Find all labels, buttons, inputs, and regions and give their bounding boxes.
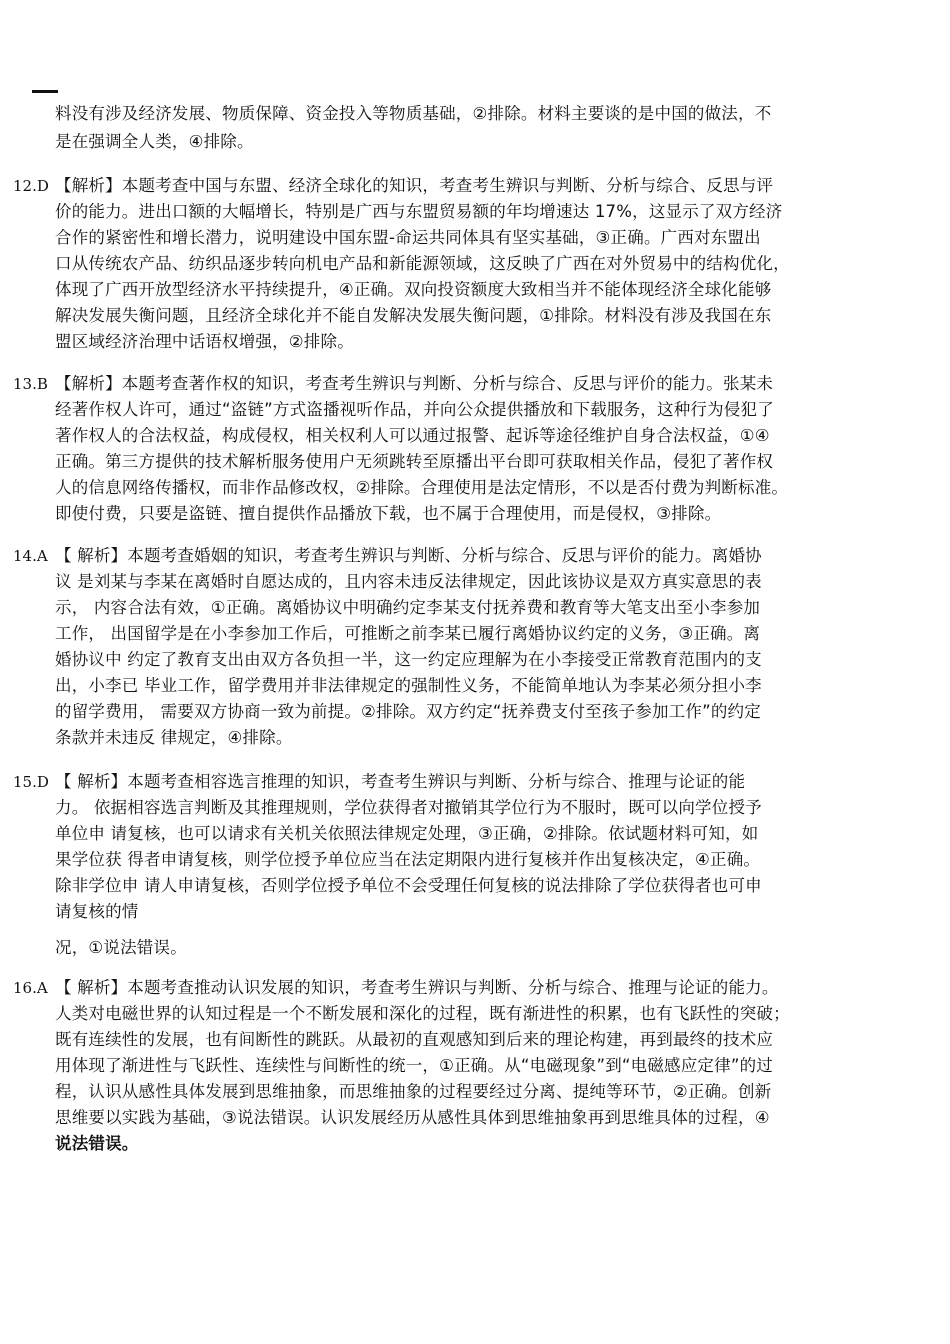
answer-15-line-4: 果学位获 得者申请复核，则学位授予单位应当在法定期限内进行复核并作出复核决定，④正确。 — [55, 850, 761, 869]
answer-12-line-2: 价的能力。进出口额的大幅增长，特别是广西与东盟贸易额的年均增速达 17%，这显示了双方经济 — [55, 202, 783, 221]
answer-16-number: 16.A — [13, 979, 48, 997]
answer-14-line-8: 条款并未违反 律规定，④排除。 — [55, 728, 293, 747]
answer-13-line-4: 正确。第三方提供的技术解析服务使用户无须跳转至原播出平台即可获取相关作品，侵犯了著作权 — [55, 452, 774, 471]
answer-14-line-2: 议 是刘某与李某在离婚时自愿达成的，且内容未违反法律规定，因此该协议是双方真实意思的表 — [55, 572, 762, 591]
answer-14-line-1: 【 解析】本题考查婚姻的知识，考查考生辨识与判断、分析与综合、反思与评价的能力。离婚协 — [55, 546, 762, 565]
answer-16-line-7: 说法错误。 — [55, 1134, 139, 1153]
answer-15-number: 15.D — [13, 773, 49, 791]
answer-14-line-3: 示， 内容合法有效，①正确。离婚协议中明确约定李某支付抚养费和教育等大笔支出至小李参加 — [55, 598, 761, 617]
top-dash-mark — [32, 90, 58, 93]
answer-16-line-5: 程，认识从感性具体发展到思维抽象，而思维抽象的过程要经过分离、提纯等环节，②正确。创新 — [55, 1082, 772, 1101]
answer-12-line-3: 合作的紧密性和增长潜力，说明建设中国东盟-命运共同体具有坚实基础，③正确。广西对东盟出 — [55, 228, 761, 247]
answer-15-line-6: 请复核的情 — [55, 902, 139, 921]
answer-14-line-6: 出，小李已 毕业工作，留学费用并非法律规定的强制性义务，不能简单地认为李某必须分担小李 — [55, 676, 762, 695]
answer-13-line-3: 著作权人的合法权益，构成侵权，相关权利人可以通过报警、起诉等途径维护自身合法权益，①④ — [55, 426, 770, 445]
answer-12-line-6: 解决发展失衡问题，且经济全球化并不能自发解决发展失衡问题，①排除。材料没有涉及我国在东 — [55, 306, 772, 325]
answer-16-line-1: 【 解析】本题考查推动认识发展的知识，考查考生辨识与判断、分析与综合、推理与论证的能力。 — [55, 978, 779, 997]
answer-12-line-7: 盟区域经济治理中话语权增强，②排除。 — [55, 332, 354, 351]
intro-line-1: 料没有涉及经济发展、物质保障、资金投入等物质基础，②排除。材料主要谈的是中国的做法，不 — [55, 104, 772, 123]
answer-13-line-2: 经著作权人许可，通过“盗链”方式盗播视听作品，并向公众提供播放和下载服务，这种行为侵犯了 — [55, 400, 774, 419]
answer-14-line-5: 婚协议中 约定了教育支出由双方各负担一半，这一约定应理解为在小李接受正常教育范围内的支 — [55, 650, 762, 669]
answer-13-line-5: 人的信息网络传播权，而非作品修改权，②排除。合理使用是法定情形，不以是否付费为判断标准。 — [55, 478, 789, 497]
answer-14-number: 14.A — [13, 547, 48, 565]
answer-15-line-3: 单位申 请复核，也可以请求有关机关依照法律规定处理，③正确，②排除。依试题材料可知，如 — [55, 824, 759, 843]
answer-16-line-4: 用体现了渐进性与飞跃性、连续性与间断性的统一，①正确。从“电磁现象”到“电磁感应定律”的过 — [55, 1056, 773, 1075]
answer-16-line-2: 人类对电磁世界的认知过程是一个不断发展和深化的过程，既有渐进性的积累，也有飞跃性的突破； — [55, 1004, 790, 1023]
intro-line-2: 是在强调全人类，④排除。 — [55, 132, 254, 151]
answer-15-line-7: 况，①说法错误。 — [55, 938, 187, 957]
answer-12-number: 12.D — [13, 177, 49, 195]
answer-12-line-5: 体现了广西开放型经济水平持续提升，④正确。双向投资额度大致相当并不能体现经济全球化能够 — [55, 280, 772, 299]
answer-15-line-5: 除非学位申 请人申请复核，否则学位授予单位不会受理任何复核的说法排除了学位获得者也可申 — [55, 876, 762, 895]
answer-12-line-1: 【解析】本题考查中国与东盟、经济全球化的知识，考查考生辨识与判断、分析与综合、反思与评 — [55, 176, 774, 195]
answer-13-line-6: 即使付费，只要是盗链、擅自提供作品播放下载，也不属于合理使用，而是侵权，③排除。 — [55, 504, 722, 523]
answer-13-number: 13.B — [13, 375, 48, 393]
answer-13-line-1: 【解析】本题考查著作权的知识，考查考生辨识与判断、分析与综合、反思与评价的能力。张某未 — [55, 374, 774, 393]
answer-16-line-3: 既有连续性的发展，也有间断性的跳跃。从最初的直观感知到后来的理论构建，再到最终的技术应 — [55, 1030, 774, 1049]
answer-15-line-1: 【 解析】本题考查相容选言推理的知识，考查考生辨识与判断、分析与综合、推理与论证的能 — [55, 772, 746, 791]
answer-16-line-6: 思维要以实践为基础，③说法错误。认识发展经历从感性具体到思维抽象再到思维具体的过程，④ — [55, 1108, 770, 1127]
answer-12-line-4: 口从传统农产品、纺织品逐步转向机电产品和新能源领域，这反映了广西在对外贸易中的结构优化， — [55, 254, 790, 273]
answer-15-line-2: 力。 依据相容选言判断及其推理规则，学位获得者对撤销其学位行为不服时，既可以向学位授予 — [55, 798, 762, 817]
answer-14-line-7: 的留学费用， 需要双方协商一致为前提。②排除。双方约定“抚养费支付至孩子参加工作”的约定 — [55, 702, 761, 721]
answer-14-line-4: 工作， 出国留学是在小李参加工作后，可推断之前李某已履行离婚协议约定的义务，③正确。离 — [55, 624, 761, 643]
